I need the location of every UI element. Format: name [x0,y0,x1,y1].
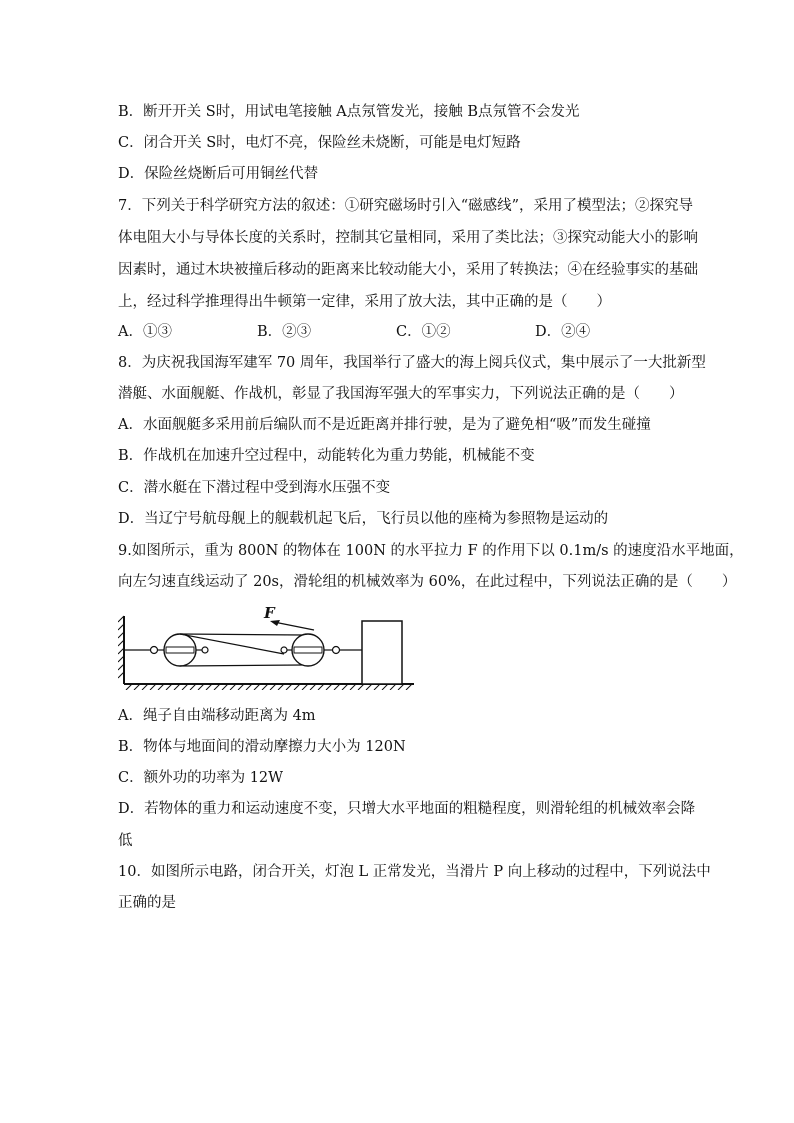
rope-bottom [180,665,302,666]
q7-stem-line-3: 因素时，通过木块被撞后移动的距离来比较动能大小，采用了转换法；④在经验事实的基础 [118,262,698,278]
q7-option-c: C．①② [396,324,451,340]
q9-option-b: B．物体与地面间的滑动摩擦力大小为 120N [118,739,406,755]
hook [281,647,287,653]
pulley-system-figure [118,604,418,690]
hook [202,647,208,653]
q9-option-d-line-1: D．若物体的重力和运动速度不变，只增大水平地面的粗糙程度，则滑轮组的机械效率会降 [118,801,696,817]
q8-stem-line-2: 潜艇、水面舰艇、作战机，彰显了我国海军强大的军事实力，下列说法正确的是（ ） [118,386,684,402]
q9-stem-line-2: 向左匀速直线运动了 20s，滑轮组的机械效率为 60%，在此过程中，下列说法正确的是（ ） [118,574,737,590]
block [362,621,402,684]
q10-stem-line-1: 10．如图所示电路，闭合开关，灯泡 L 正常发光，当滑片 P 向上移动的过程中，下列说法中 [118,864,711,880]
q9-option-a: A．绳子自由端移动距离为 4m [118,708,316,724]
hook [333,647,340,654]
q7-option-a: A．①③ [118,324,172,340]
q8-option-b: B．作战机在加速升空过程中，动能转化为重力势能，机械能不变 [118,448,535,464]
rope-top [180,634,302,635]
q10-stem-line-2: 正确的是 [118,895,176,911]
q6-option-d: D．保险丝烧断后可用铜丝代替 [118,166,319,182]
q6-option-b: B．断开开关 S时，用试电笔接触 A点氖管发光，接触 B点氖管不会发光 [118,104,580,120]
q8-option-d: D．当辽宁号航母舰上的舰载机起飞后，飞行员以他的座椅为参照物是运动的 [118,511,609,527]
hook [151,647,158,654]
q8-stem-line-1: 8．为庆祝我国海军建军 70 周年，我国举行了盛大的海上阅兵仪式，集中展示了一大批新型 [118,355,706,371]
q9-option-d-line-2: 低 [118,833,133,849]
q9-stem-line-1: 9.如图所示，重为 800N 的物体在 100N 的水平拉力 F 的作用下以 0.1m/s 的速度沿水平地面， [118,543,744,559]
q7-stem-line-4: 上，经过科学推理得出牛顿第一定律，采用了放大法，其中正确的是（ ） [118,294,611,310]
q6-option-c: C．闭合开关 S时，电灯不亮，保险丝未烧断，可能是电灯短路 [118,135,521,151]
force-arrow [274,622,314,630]
force-label: F [264,604,275,622]
q9-option-c: C．额外功的功率为 12W [118,770,284,786]
q7-option-d: D．②④ [535,324,591,340]
q7-option-b: B．②③ [257,324,312,340]
q7-stem-line-2: 体电阻大小与导体长度的关系时，控制其它量相同，采用了类比法；③探究动能大小的影响 [118,230,698,246]
q8-option-c: C．潜水艇在下潜过程中受到海水压强不变 [118,480,391,496]
q8-option-a: A．水面舰艇多采用前后编队而不是近距离并排行驶，是为了避免相“吸”而发生碰撞 [118,417,651,433]
pulley-axle [166,647,194,653]
q7-stem-line-1: 7．下列关于科学研究方法的叙述：①研究磁场时引入“磁感线”，采用了模型法；②探究导 [118,198,694,214]
pulley-axle [294,647,322,653]
